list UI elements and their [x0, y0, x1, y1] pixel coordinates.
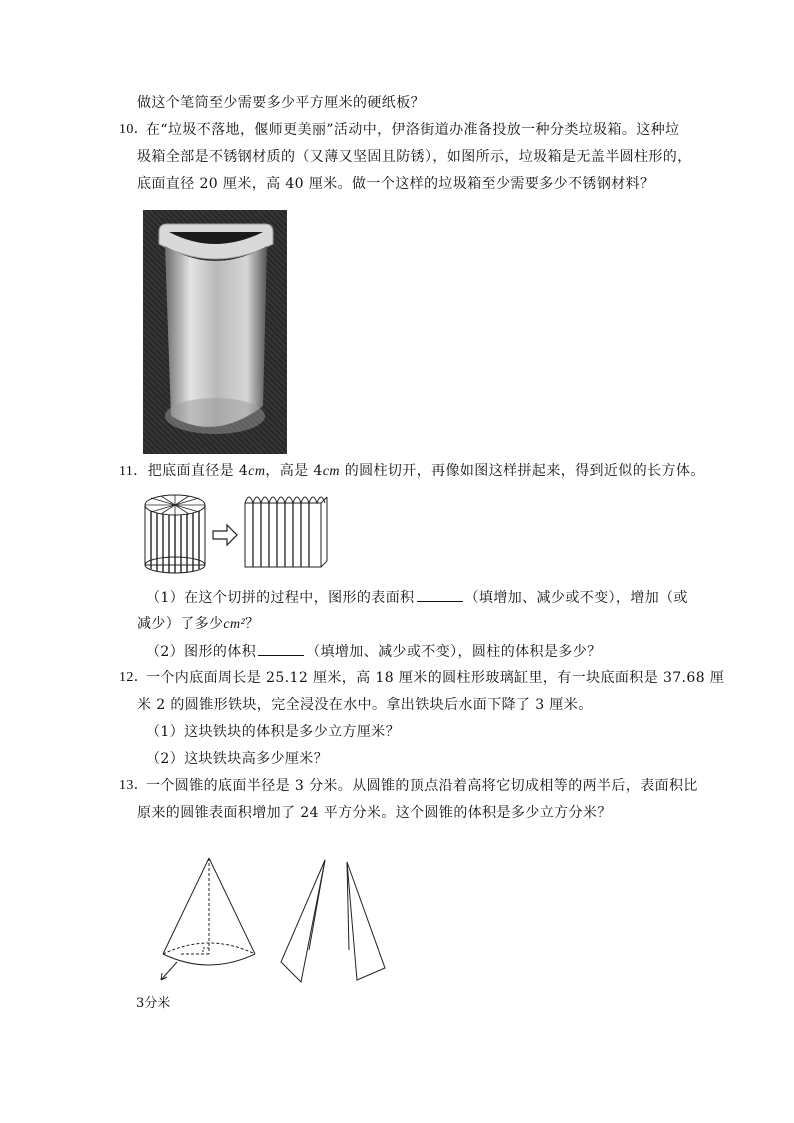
q11-text-c: 的圆柱切开，再像如图这样拼起来，得到近似的长方体。 — [339, 463, 705, 479]
q12-sub1: （1）这块铁块的体积是多少立方厘米？ — [146, 724, 401, 740]
cylinder-diagram — [145, 495, 205, 573]
q11-sub1b-text-b: ？ — [245, 616, 260, 632]
q13-line1: 一个圆锥的底面半径是 3 分米。从圆锥的顶点沿着高将它切成相等的两半后，表面积比 — [146, 778, 698, 794]
q11-sub1-text-b: （填增加、减少或不变），增加（或 — [464, 590, 688, 606]
q11-number: 11． — [119, 464, 148, 479]
rearranged-cuboid-diagram — [245, 497, 327, 567]
q10-number: 10． — [119, 122, 149, 137]
q11-unit-1: cm — [248, 464, 266, 479]
cone-figures — [133, 850, 393, 1000]
q11-unit-2: cm — [322, 464, 340, 479]
q11-text-a: 把底面直径是 4 — [147, 463, 249, 479]
q11-sub1-line1 — [146, 587, 688, 608]
q11-sub1-blank[interactable] — [417, 587, 463, 602]
q11-sub2-text-a: （2）图形的体积 — [146, 644, 257, 660]
trash-bin-image — [143, 210, 287, 454]
q11-sub2-line — [146, 641, 602, 662]
q11-line1 — [119, 461, 705, 482]
q11-sub1b-unit: cm² — [223, 617, 246, 632]
q12-line2: 米 2 的圆锥形铁块，完全浸没在水中。拿出铁块后水面下降了 3 厘米。 — [137, 697, 593, 713]
q10-line3: 底面直径 20 厘米，高 40 厘米。做一个这样的垃圾箱至少需要多少不锈钢材料？ — [137, 176, 655, 192]
q12-number: 12． — [119, 670, 149, 685]
q12-line1: 一个内底面周长是 25.12 厘米，高 18 厘米的圆柱形玻璃缸里，有一块底面积是 37.68 厘 — [146, 670, 725, 686]
q10-line2: 圾箱全部是不锈钢材质的（又薄又坚固且防锈），如图所示，垃圾箱是无盖半圆柱形的， — [137, 149, 692, 165]
cone-diagram — [161, 858, 255, 980]
trash-bin-photo — [143, 210, 287, 454]
q13-number: 13． — [119, 778, 149, 793]
q11-sub1b-text-a: 减少）了多少 — [137, 616, 224, 632]
cone-halves-diagram — [281, 860, 385, 982]
q11-sub1-text-a: （1）在这个切拼的过程中，图形的表面积 — [146, 590, 415, 606]
q10-line1: 在“垃圾不落地，偃师更美丽”活动中，伊洛街道办准备投放一种分类垃圾箱。这种垃 — [146, 122, 680, 138]
q11-sub2-blank[interactable] — [258, 641, 304, 656]
cylinder-rearrange-figure — [141, 487, 333, 575]
q13-line2: 原来的圆锥表面积增加了 24 平方分米。这个圆锥的体积是多少立方分米？ — [137, 805, 612, 821]
q11-sub1-line2 — [137, 614, 260, 635]
q11-text-b: ，高是 4 — [265, 463, 323, 479]
cone-radius-label: 3分米 — [136, 996, 171, 1011]
q9-continuation: 做这个笔筒至少需要多少平方厘米的硬纸板？ — [137, 95, 425, 111]
q11-sub2-text-b: （填增加、减少或不变），圆柱的体积是多少？ — [306, 644, 602, 660]
arrow-right-icon — [213, 525, 237, 545]
q12-sub2: （2）这块铁块高多少厘米？ — [146, 751, 329, 767]
